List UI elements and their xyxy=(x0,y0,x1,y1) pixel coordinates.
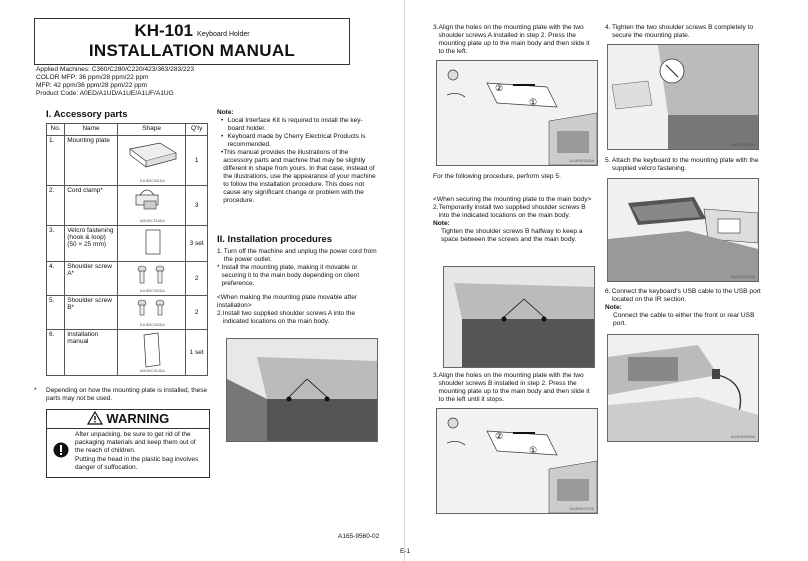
document-code: A165-9560-02 xyxy=(338,533,380,540)
step-6-text: Connect the keyboard's USB cable to the USB port located on the IR section. xyxy=(611,288,761,303)
figure-step-6 xyxy=(607,334,759,442)
applied-machines xyxy=(36,66,356,98)
velcro-icon xyxy=(120,227,182,257)
figure-step-3b xyxy=(436,408,598,514)
install-heading: II. Installation procedures xyxy=(217,234,333,245)
row-name: Installation manual xyxy=(65,330,118,376)
row-qty: 3 set xyxy=(186,226,208,262)
screw-b-icon xyxy=(120,297,182,323)
row-qty: 3 xyxy=(186,186,208,226)
row-no: 5. xyxy=(47,296,65,330)
tighten-screws-icon xyxy=(608,45,758,149)
mounting-plate-icon xyxy=(120,137,182,181)
cord-clamp-shape xyxy=(117,186,186,226)
step-1-text: Turn off the machine and unplug the power cord from the power outlet. xyxy=(223,248,377,263)
color-mfp-line: COLOR MFP: 36 ppm/28 ppm/22 ppm xyxy=(36,74,149,81)
install-steps xyxy=(217,248,377,326)
keyboard-attach-icon xyxy=(608,179,758,281)
screw-a-icon xyxy=(120,263,182,289)
row-no: 1. xyxy=(47,136,65,186)
movable-subheading: <When making the mounting plate movable after installation> xyxy=(217,294,358,309)
figure-code: A0EDIIC015DA xyxy=(349,435,374,439)
step-1: 1. Turn off the machine and unplug the power cord from the power outlet. xyxy=(217,248,377,263)
mounting-plate-shape xyxy=(117,136,186,186)
step-4: 4. Tighten the two shoulder screws B completely to secure the mounting plate. xyxy=(605,24,765,40)
manual-title: INSTALLATION MANUAL xyxy=(88,41,296,60)
right-page xyxy=(400,0,808,561)
model-title: KH-101 Keyboard Holder xyxy=(134,21,250,40)
warning-text-1: After unpacking, be sure to get rid of the packaging materials and keep them out of the reach of children. xyxy=(75,431,196,454)
mounting-plate-slide-icon xyxy=(437,61,597,165)
figure-step-2 xyxy=(226,338,378,442)
part-code: A0EDIIC014DA xyxy=(139,369,165,373)
figure-step-2b xyxy=(443,266,595,368)
figure-code: A1UEIIC020DA xyxy=(730,435,755,439)
row-no: 4. xyxy=(47,262,65,296)
table-row xyxy=(47,330,208,376)
figure-code: A1UEIIC019DA xyxy=(730,275,755,279)
step-6: 6. Connect the keyboard's USB cable to the USB port located on the IR section. Note: Connect the cable to either the front or rear USB port. xyxy=(605,288,765,328)
note-2-title: Note: xyxy=(433,220,450,227)
svg-text:①: ① xyxy=(529,97,538,107)
col-name: Name xyxy=(65,124,118,136)
figure-code: A1UEIIC004DA xyxy=(569,159,594,163)
product-code-line: Product Code: A0ED/A1UD/A1UE/A1UF/A1UG xyxy=(36,90,174,97)
step-3b: 3. Align the holes on the mounting plate with the two shoulder screws B installed in step 2. Press the mounting plate up to the main body and then slide it to the left until it stops. xyxy=(433,372,596,404)
step-2: 2. Install two supplied shoulder screws A into the indicated locations on the main body. xyxy=(217,310,377,326)
install-bullet: * Install the mounting plate, making it movable or securing it to the main body depending on client preference. xyxy=(217,264,377,288)
svg-text:②: ② xyxy=(495,431,504,441)
shoulder-screw-a-shape xyxy=(117,262,186,296)
mfp-line: MFP: 42 ppm/36 ppm/28 ppm/22 ppm xyxy=(36,82,148,89)
accessory-footnote: * Depending on how the mounting plate is installed, these parts may not be used. xyxy=(34,387,208,402)
machine-illustration-icon xyxy=(227,339,377,441)
note-item-text: Keyboard made by Cherry Electrical Products is recommended. xyxy=(227,133,366,148)
velcro-shape xyxy=(117,226,186,262)
warning-text xyxy=(75,431,205,472)
note-item: • Keyboard made by Cherry Electrical Products is recommended. xyxy=(221,133,377,149)
figure-code: A0EDIIC018DA xyxy=(730,143,755,147)
note-6-title: Note: xyxy=(605,304,622,311)
step-2b-text: Temporarily install two supplied shoulder screws B into the indicated locations on the main body. xyxy=(438,204,586,219)
svg-text:①: ① xyxy=(529,445,538,455)
warning-header xyxy=(47,410,209,429)
row-no: 2. xyxy=(47,186,65,226)
note-2-text: Tighten the shoulder screws B halfway to keep a space between the screws and the main body. xyxy=(441,228,583,243)
note-title: Note: xyxy=(217,109,234,116)
table-row xyxy=(47,296,208,330)
product-name: Keyboard Holder xyxy=(197,31,250,38)
usb-cable-icon xyxy=(608,335,758,441)
part-code: A0EDIIC016DA xyxy=(139,219,165,223)
note-item-text: Local Interface Kit is required to install the key-board holder. xyxy=(227,117,363,132)
row-name: Shoulder screw A* xyxy=(65,262,118,296)
col-shape: Shape xyxy=(117,124,186,136)
figure-code: A1UEIIC017DA xyxy=(569,507,594,511)
manual-icon xyxy=(120,331,182,371)
row-no: 3. xyxy=(47,226,65,262)
following-text: For the following procedure, perform step 5. xyxy=(433,173,561,180)
row-qty: 2 xyxy=(186,262,208,296)
figure-step-5 xyxy=(607,178,759,282)
title-box xyxy=(34,18,350,65)
prohibition-icon xyxy=(53,442,69,458)
page-number: E-1 xyxy=(400,548,411,555)
row-qty: 1 xyxy=(186,136,208,186)
part-code: A1UEIIC001DA xyxy=(139,179,165,183)
figure-code: A0EDIIC016DA xyxy=(566,361,591,365)
step-5-text: Attach the keyboard to the mounting plate with the supplied velcro fastening. xyxy=(611,157,759,172)
figure-step-3a xyxy=(436,60,598,166)
figure-step-4 xyxy=(607,44,759,150)
step-2-text: Install two supplied shoulder screws A into the indicated locations on the main body. xyxy=(222,310,356,325)
applied-machines-line: Applied Machines: C360/C280/C220/423/363/283/223 xyxy=(36,66,194,73)
step-4-text: Tighten the two shoulder screws B completely to secure the mounting plate. xyxy=(611,24,754,39)
mounting-plate-slide-b-icon xyxy=(437,409,597,513)
warning-text-2: Putting the head in the plastic bag involves danger of suffocation. xyxy=(75,456,199,472)
row-name: Cord clamp* xyxy=(65,186,118,226)
row-no: 6. xyxy=(47,330,65,376)
warning-triangle-icon xyxy=(87,411,103,425)
table-row xyxy=(47,186,208,226)
part-code: A1UEIIC002DA xyxy=(139,289,165,293)
table-row xyxy=(47,262,208,296)
note-6-text: Connect the cable to either the front or rear USB port. xyxy=(613,312,755,327)
accessory-heading: I. Accessory parts xyxy=(46,109,128,120)
install-bullet-text: Install the mounting plate, making it movable or securing it to the main body depending on client preference. xyxy=(221,264,360,287)
table-row xyxy=(47,226,208,262)
part-code: A1UEIIC003DA xyxy=(139,323,165,327)
machine-screws-illustration-icon xyxy=(444,267,594,367)
svg-text:②: ② xyxy=(495,83,504,93)
step-3b-text: Align the holes on the mounting plate with the two shoulder screws B installed in step 2. Press the mounting plate up to the main body and then slide it to the left until it stops. xyxy=(438,372,590,403)
warning-title: WARNING xyxy=(106,411,170,426)
accessory-table xyxy=(46,123,208,376)
table-row xyxy=(47,136,208,186)
row-qty: 1 set xyxy=(186,330,208,376)
row-qty: 2 xyxy=(186,296,208,330)
note-item: • This manual provides the illustrations of the accessory parts and machine that may be slightly different in shape from yours. In that case, instead of the illustrations, use the appearance of your machine to follow the installation procedure. This does not cause any significant change or problem with the procedure. xyxy=(221,149,376,204)
note-item-text: This manual provides the illustrations of the accessory parts and machine that may be slightly different in shape from yours. In that case, instead of the illustrations, use the appearance of your machine to follow the installation procedure. This does not cause any significant change or problem with the procedure. xyxy=(223,149,376,204)
row-name: Shoulder screw B* xyxy=(65,296,118,330)
step-5: 5. Attach the keyboard to the mounting plate with the supplied velcro fastening. xyxy=(605,157,765,173)
note-item: • Local Interface Kit is required to install the key-board holder. xyxy=(221,117,377,133)
note-section xyxy=(217,109,377,205)
col-qty: Q'ty xyxy=(186,124,208,136)
manual-shape xyxy=(117,330,186,376)
row-name: Mounting plate xyxy=(65,136,118,186)
warning-box xyxy=(46,409,210,478)
col-no: No. xyxy=(47,124,65,136)
row-name: Velcro fastening (hook & loop) (50 × 25 mm) xyxy=(65,226,118,262)
footnote-text: Depending on how the mounting plate is installed, these parts may not be used. xyxy=(46,387,208,402)
step-3a: 3. Align the holes on the mounting plate with the two shoulder screws A installed in step 2. Press the mounting plate up to the main body and then slide it to the left. xyxy=(433,24,596,56)
securing-section: <When securing the mounting plate to the main body> 2. Temporarily install two supplied shoulder screws B into the indicated locations on the main body. Note: Tighten the shoulder screws B halfway to keep a space between the screws and the main body. xyxy=(433,196,598,244)
cord-clamp-icon xyxy=(120,187,182,219)
step-3a-text: Align the holes on the mounting plate with the two shoulder screws A installed in step 2. Press the mounting plate up to the main body and then slide it to the left. xyxy=(438,24,590,55)
shoulder-screw-b-shape xyxy=(117,296,186,330)
securing-subheading: <When securing the mounting plate to the main body> xyxy=(433,196,592,203)
